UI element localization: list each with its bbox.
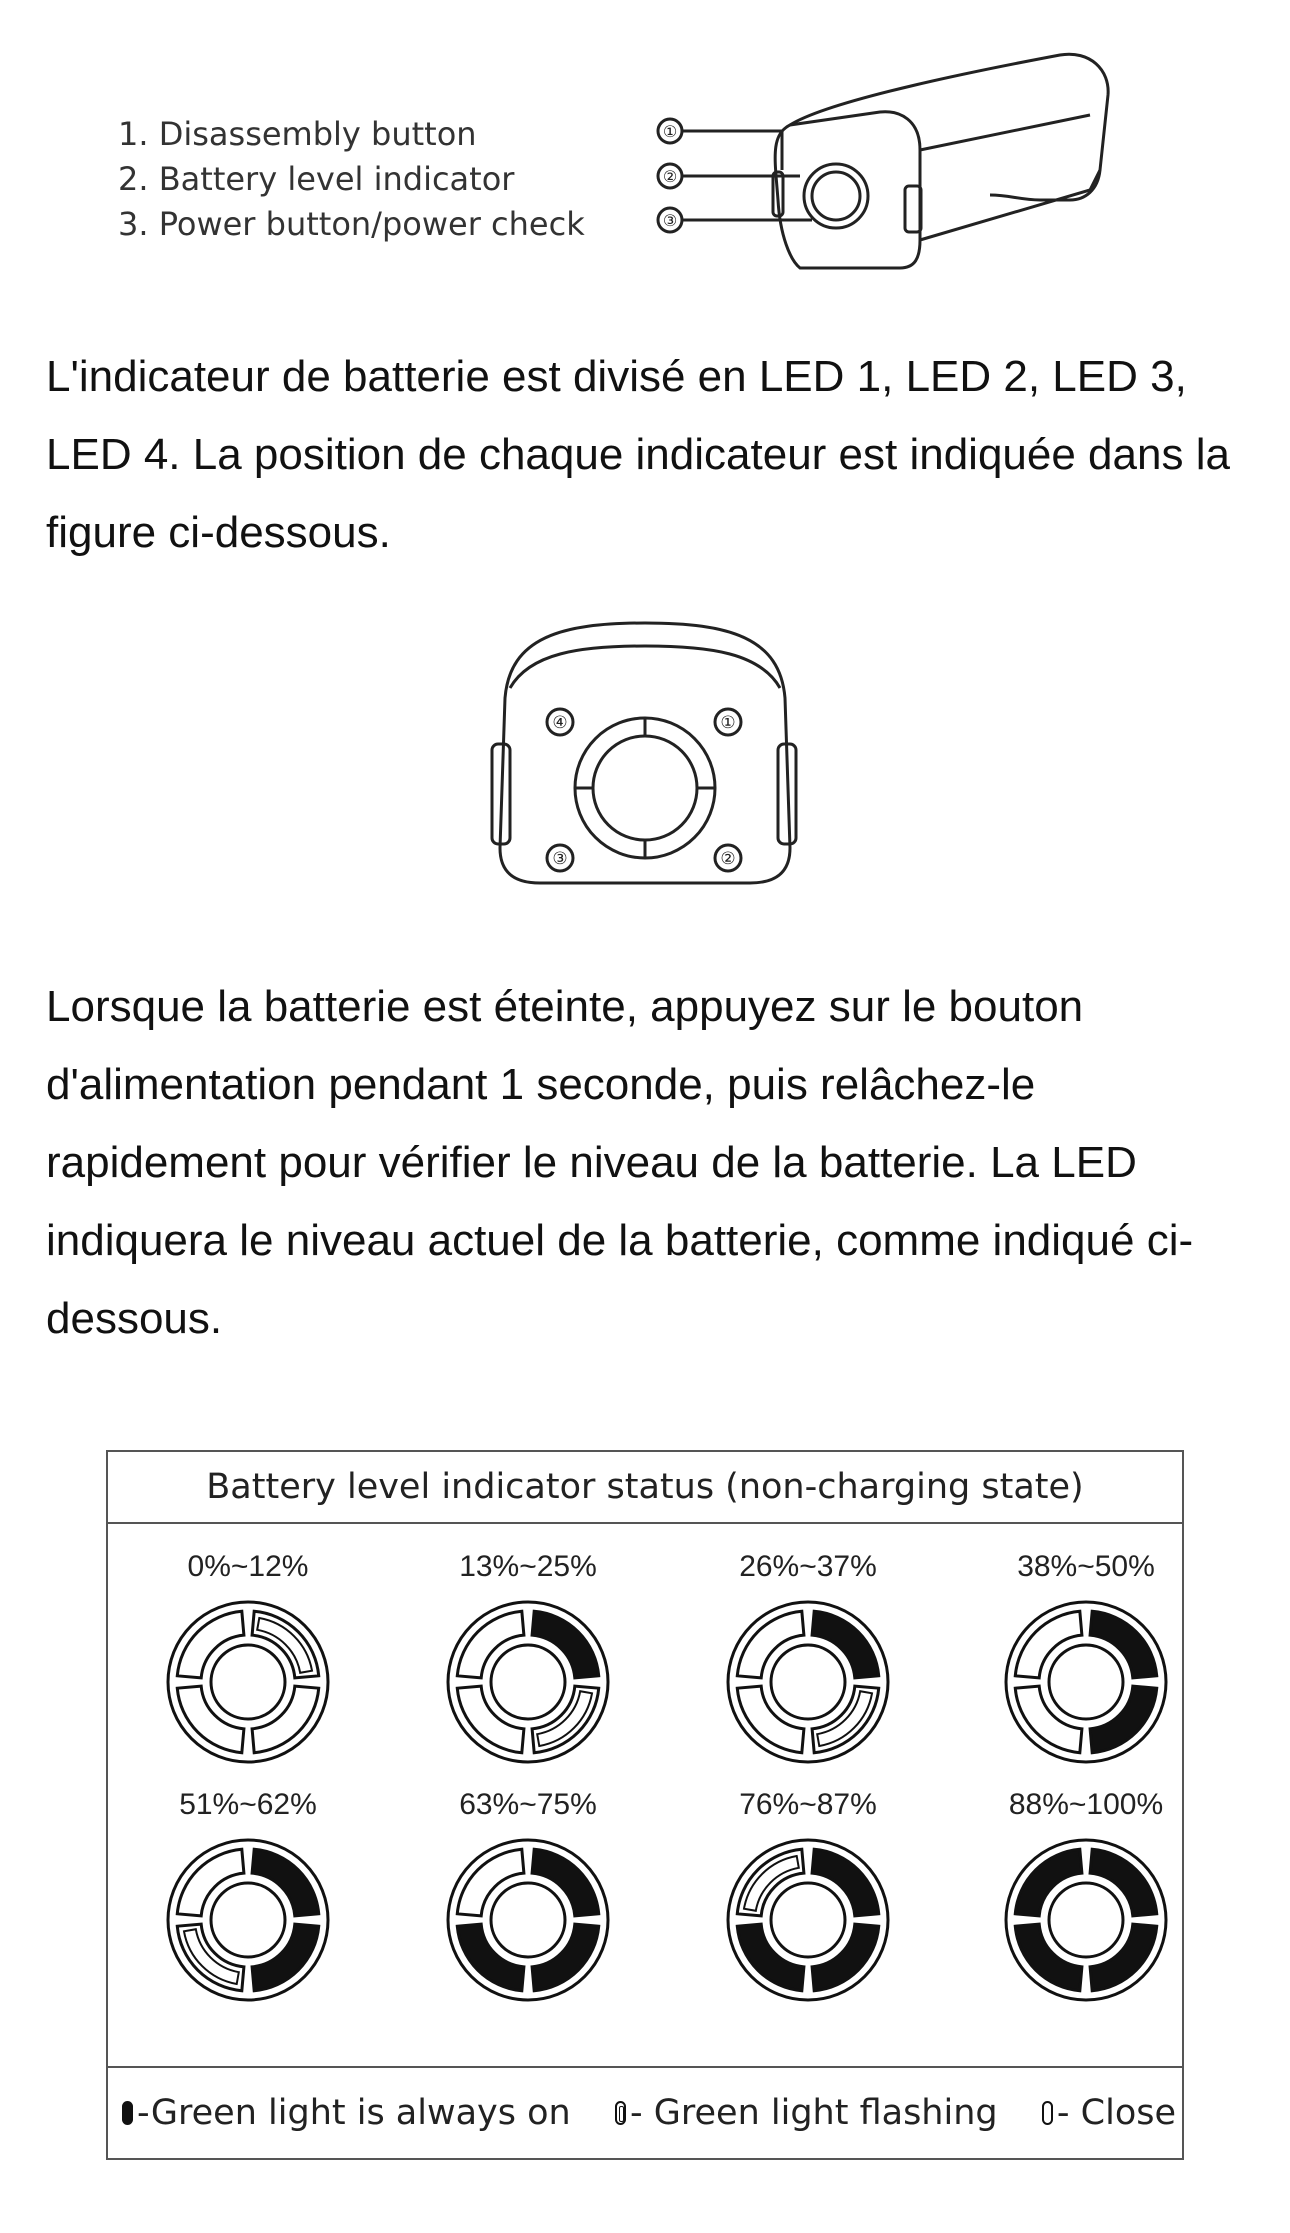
level-range-label: 63%~75%	[459, 1788, 597, 1821]
battery-front-figure	[470, 618, 820, 888]
battery-top-outline	[790, 54, 1108, 200]
led-1-segment-on	[252, 1849, 319, 1916]
led-4-segment-off	[1015, 1611, 1082, 1678]
led-3-segment-off	[177, 1686, 244, 1753]
level-cell	[688, 1785, 928, 2005]
battery-side-figure	[0, 0, 1290, 290]
battery-bottom-edge	[920, 170, 1100, 240]
indicator-center-button	[1049, 1883, 1123, 1957]
led-1-segment-on	[532, 1849, 599, 1916]
part-label-power: 3. Power button/power check	[118, 205, 585, 243]
legend-off-text: - Close	[1056, 2093, 1177, 2133]
led-indicator-icon	[723, 1835, 893, 2005]
led-4-segment-on	[1015, 1849, 1082, 1916]
level-range-label: 76%~87%	[739, 1788, 877, 1821]
level-cell	[408, 1547, 648, 1767]
led-indicator-icon	[1001, 1835, 1171, 2005]
part-label-disassembly: 1. Disassembly button	[118, 115, 477, 153]
level-cell	[408, 1785, 648, 2005]
battery-front-top-line	[510, 646, 780, 688]
led-3-segment-off	[1015, 1686, 1082, 1753]
legend-on-text: -Green light is always on	[137, 2093, 571, 2133]
led-3-segment-on	[1015, 1924, 1082, 1991]
instruction-paragraph: Lorsque la batterie est éteinte, appuyez sur le bouton d'alimentation pendant 1 seconde, puis relâchez-le rapidement pour vérifier le niveau de la batterie. La LED indiquera le niveau actuel de la batterie, comme indiqué ci-dessous.	[46, 982, 1194, 1343]
led-indicator-icon	[443, 1835, 613, 2005]
led-2-segment-off	[252, 1686, 319, 1753]
legend-flash-text: - Green light flashing	[630, 2093, 998, 2133]
led-indicator-icon	[1001, 1597, 1171, 1767]
led-4-number: ④	[552, 713, 568, 733]
led-on-icon	[122, 2101, 133, 2125]
level-cell	[688, 1547, 928, 1767]
led-3-segment-on	[737, 1924, 804, 1991]
indicator-center-button	[211, 1883, 285, 1957]
level-range-label: 38%~50%	[1017, 1550, 1155, 1583]
battery-level-table	[106, 1450, 1184, 2160]
indicator-center-button	[491, 1645, 565, 1719]
led-indicator-icon	[163, 1597, 333, 1767]
level-range-label: 51%~62%	[179, 1788, 317, 1821]
led-3-number: ③	[552, 849, 568, 869]
led-3-segment-off	[457, 1686, 524, 1753]
callout-2-label: ②	[662, 167, 678, 186]
indicator-outer-ring	[168, 1602, 328, 1762]
power-button-outline	[804, 164, 868, 228]
led-1-segment-on	[812, 1611, 879, 1678]
led-4-segment-off	[177, 1611, 244, 1678]
indicator-center-button	[1049, 1645, 1123, 1719]
led-indicator-icon	[443, 1597, 613, 1767]
led-1-segment-on	[1090, 1611, 1157, 1678]
led-ring-inner	[593, 736, 697, 840]
indicator-outer-ring	[1006, 1602, 1166, 1762]
led-1-segment-on	[1090, 1849, 1157, 1916]
level-cell	[128, 1785, 368, 2005]
led-2-segment-on	[532, 1924, 599, 1991]
level-range-label: 13%~25%	[459, 1550, 597, 1583]
led-1-segment-on	[812, 1849, 879, 1916]
battery-side-drawing	[0, 0, 1290, 290]
led-ring-outer	[575, 718, 715, 858]
led-flash-icon	[615, 2101, 626, 2125]
led-off-icon	[1042, 2101, 1053, 2125]
level-range-label: 88%~100%	[1008, 1788, 1164, 1821]
led-3-segment-on	[457, 1924, 524, 1991]
level-range-label: 0%~12%	[187, 1550, 309, 1583]
level-cell	[966, 1785, 1206, 2005]
led-2-segment-on	[1090, 1686, 1157, 1753]
led-4-segment-off	[177, 1849, 244, 1916]
led-indicator-icon	[723, 1597, 893, 1767]
indicator-outer-ring	[448, 1840, 608, 2000]
indicator-outer-ring	[448, 1602, 608, 1762]
table-title: Battery level indicator status (non-charging state)	[108, 1452, 1182, 1524]
part-label-indicator: 2. Battery level indicator	[118, 160, 515, 198]
indicator-center-button	[771, 1883, 845, 1957]
led-1-segment-on	[532, 1611, 599, 1678]
callout-3-label: ③	[662, 211, 678, 230]
indicator-center-button	[211, 1645, 285, 1719]
led-4-segment-off	[457, 1611, 524, 1678]
battery-edge	[920, 115, 1090, 150]
led-1-number: ①	[720, 713, 736, 733]
led-2-segment-on	[252, 1924, 319, 1991]
indicator-outer-ring	[1006, 1840, 1166, 2000]
level-cell	[966, 1547, 1206, 1767]
indicator-center-button	[771, 1645, 845, 1719]
leader-line-1	[682, 131, 782, 170]
led-2-segment-on	[812, 1924, 879, 1991]
indicator-center-button	[491, 1883, 565, 1957]
led-2-number: ②	[720, 849, 736, 869]
intro-paragraph: L'indicateur de batterie est divisé en LED 1, LED 2, LED 3, LED 4. La position de chaque indicateur est indiquée dans la figure ci-dessous.	[46, 352, 1230, 557]
led-indicator-icon	[163, 1835, 333, 2005]
led-4-segment-off	[457, 1849, 524, 1916]
level-range-label: 26%~37%	[739, 1550, 877, 1583]
table-legend	[108, 2066, 1182, 2158]
power-button-inner	[812, 172, 860, 220]
indicator-outer-ring	[168, 1840, 328, 2000]
indicator-outer-ring	[728, 1840, 888, 2000]
indicator-outer-ring	[728, 1602, 888, 1762]
callout-1-label: ①	[662, 122, 678, 141]
led-4-segment-off	[737, 1611, 804, 1678]
level-cell	[128, 1547, 368, 1767]
led-2-segment-on	[1090, 1924, 1157, 1991]
battery-front-outline	[775, 112, 920, 268]
led-3-segment-off	[737, 1686, 804, 1753]
